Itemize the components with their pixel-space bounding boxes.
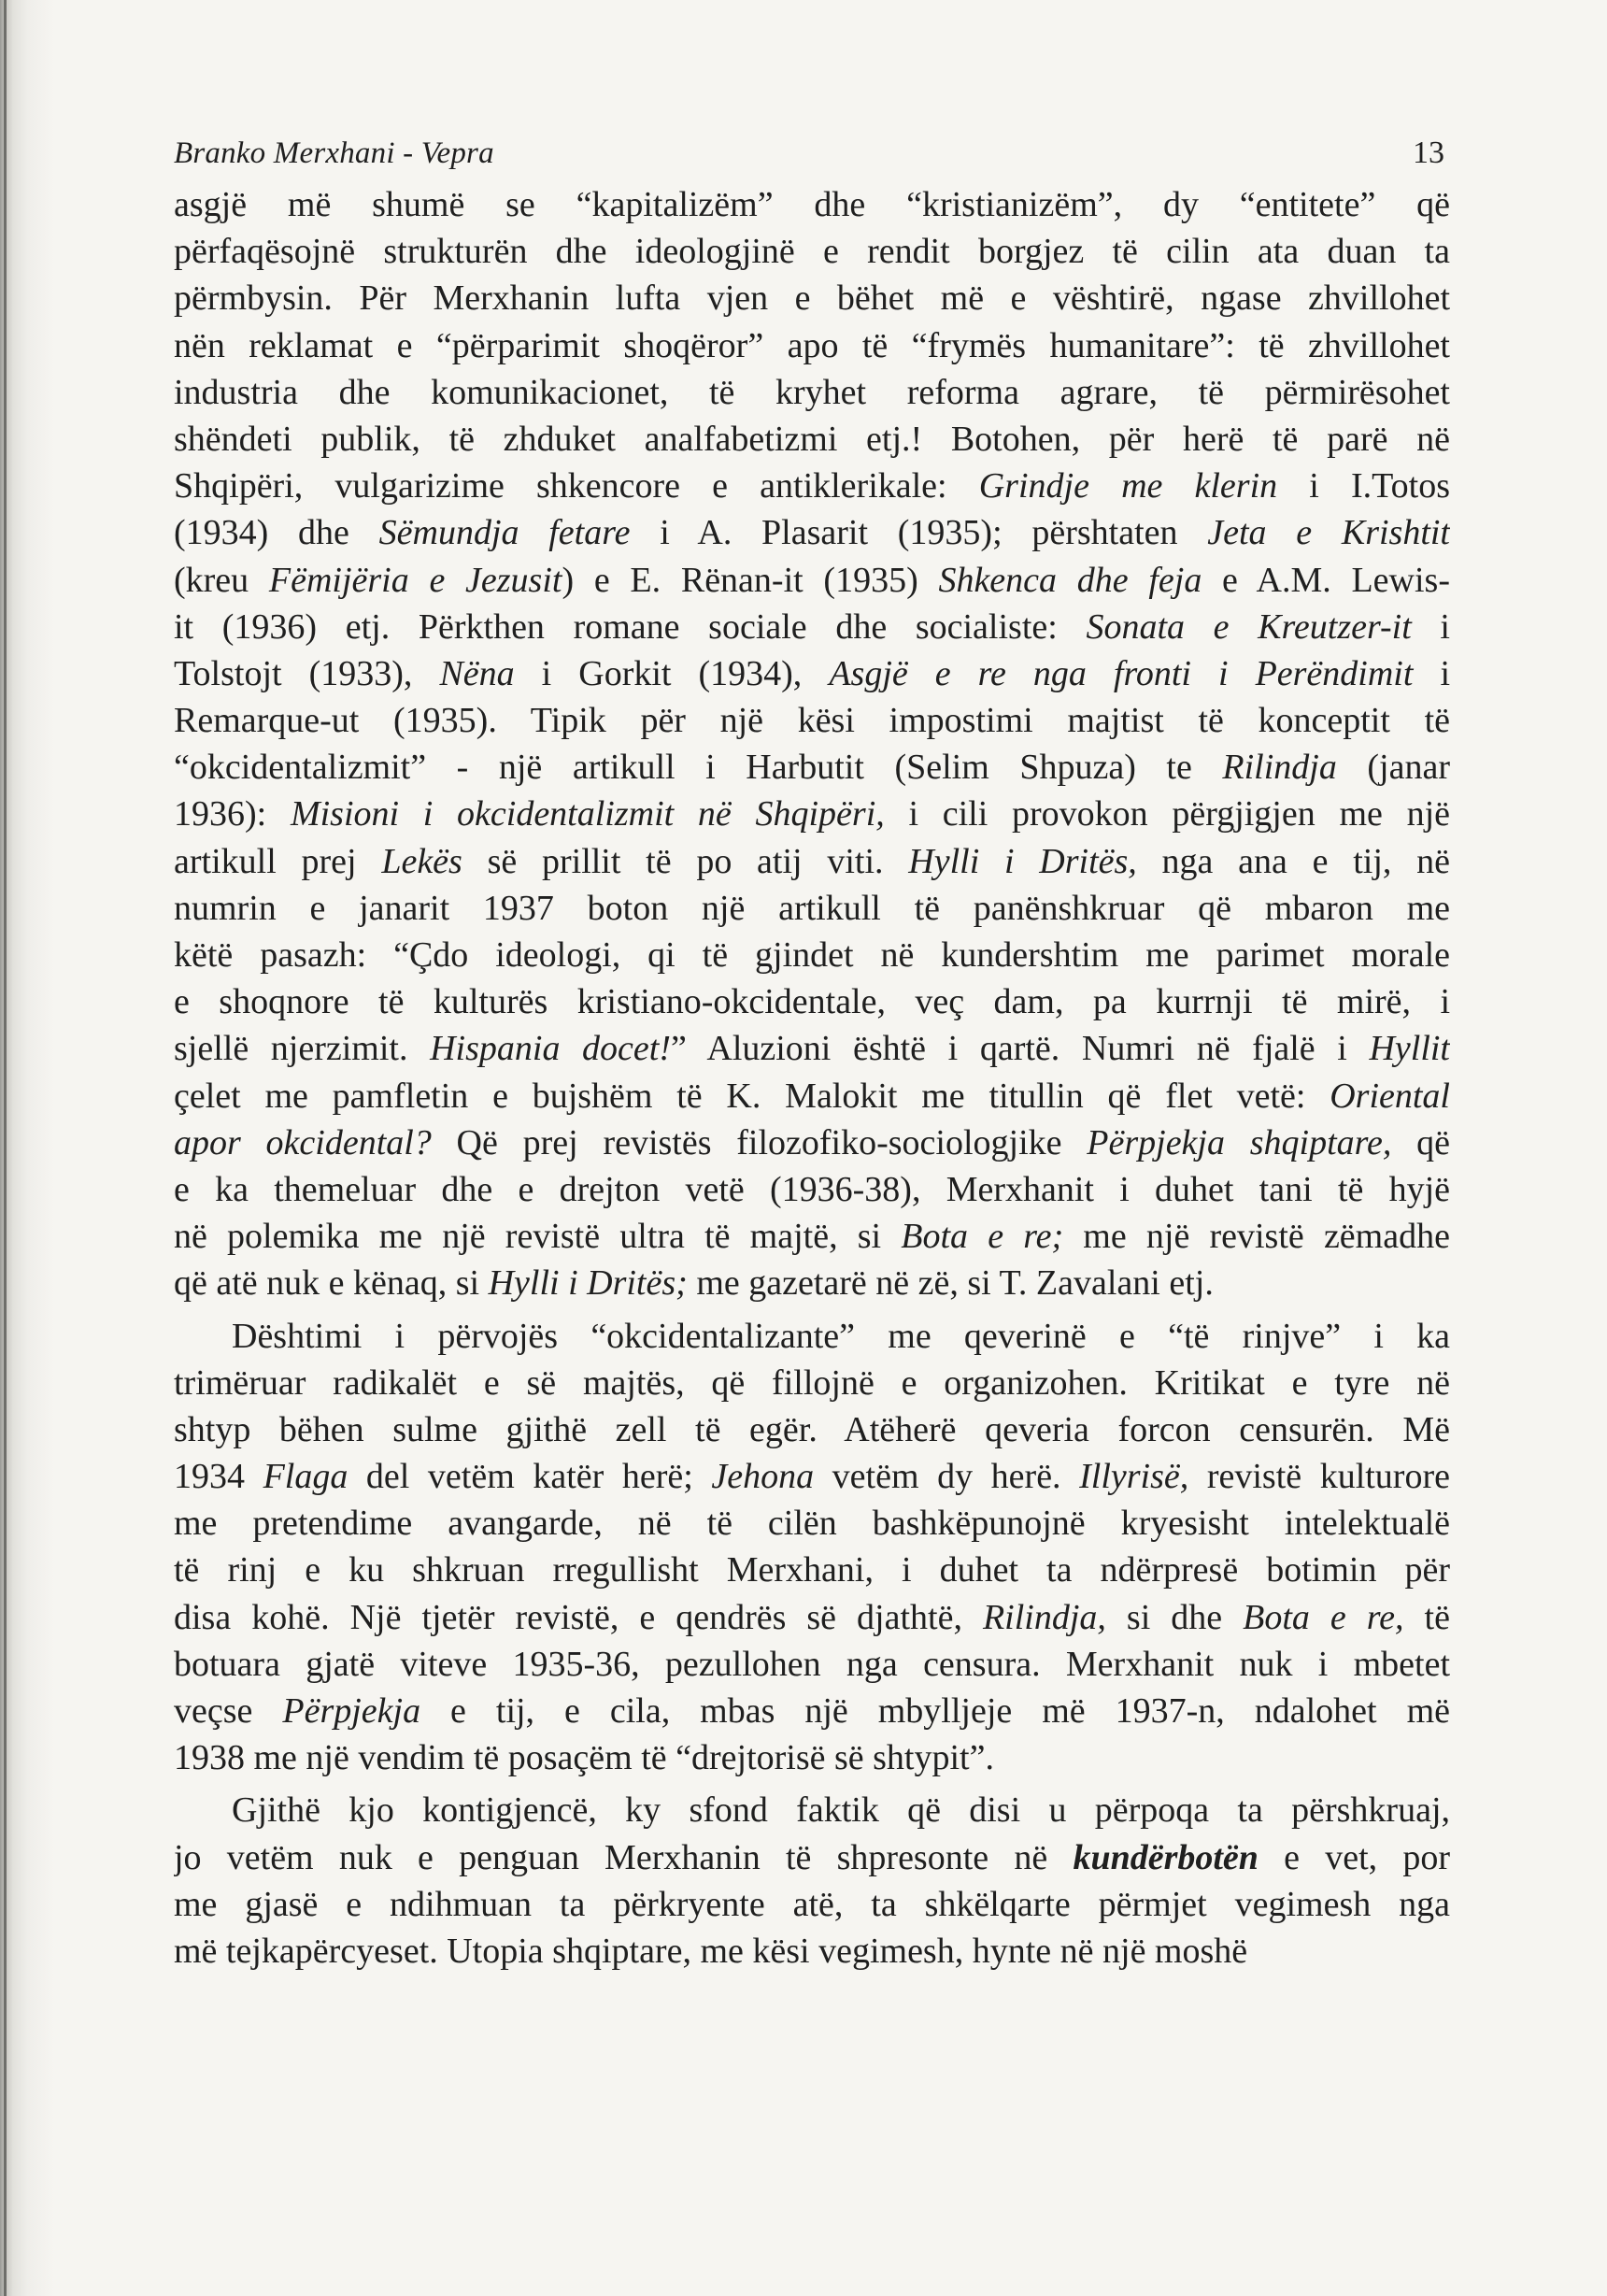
paragraph (174, 1313, 1450, 1782)
italic-title: Bota e re, (1243, 1597, 1404, 1637)
text-run: e ka themeluar dhe e drejton vetë (1936-38), Merxhanit i duhet tani të hyjë (174, 1169, 1450, 1209)
italic-title: Shkenca dhe feja (938, 560, 1202, 600)
text-run: shëndeti publik, të zhduket analfabetizmi etj.! Botohen, për herë të parë në (174, 419, 1450, 459)
text-line (174, 1547, 1450, 1593)
italic-title: Lekës (381, 841, 462, 881)
text-line (174, 650, 1450, 697)
italic-title: Sëmundja fetare (378, 513, 631, 553)
text-line (174, 1406, 1450, 1453)
text-run: i (1413, 653, 1450, 693)
text-run: Remarque-ut (1935). Tipik për një kësi impostimi majtist të konceptit të (174, 701, 1450, 741)
text-run: sjellë njerzimit. (174, 1029, 431, 1069)
text-run: it (1936) etj. Përkthen romane sociale dhe socialiste: (174, 606, 1087, 647)
text-run: Dështimi i përvojës “okcidentalizante” me qeverinë e “të rinjve” i ka (232, 1316, 1450, 1356)
text-run: vetëm dy herë. (814, 1457, 1080, 1497)
text-run: del vetëm katër herë; (348, 1457, 712, 1497)
italic-title: Rilindja, (982, 1597, 1106, 1637)
text-line (174, 1928, 1450, 1975)
text-line (174, 1594, 1450, 1641)
text-run: të (1403, 1597, 1450, 1637)
text-run: shtyp bëhen sulme gjithë zell të egër. Atëherë qeveria forcon censurën. Më (174, 1409, 1450, 1449)
text-run: asgjë më shumë se “kapitalizëm” dhe “kristianizëm”, dy “entitete” që (174, 185, 1450, 224)
text-run: i cili provokon përgjigjen me një (884, 794, 1450, 834)
italic-title: Asgjë e re nga fronti i Perëndimit (829, 653, 1414, 693)
text-run: ) e E. Rënan-it (1935) (562, 560, 939, 600)
text-run: me gjasë e ndihmuan ta përkryente atë, ta shkëlqarte përmjet vegimesh nga (174, 1884, 1450, 1924)
text-line (174, 1881, 1450, 1928)
text-run: Që prej revistës filozofiko-sociologjike (431, 1122, 1088, 1162)
text-run: i A. Plasarit (1935); përshtaten (630, 513, 1208, 553)
text-line (174, 791, 1450, 837)
paragraph (174, 1787, 1450, 1975)
text-line (174, 416, 1450, 463)
italic-title: Illyrisë, (1079, 1457, 1189, 1497)
text-run: disa kohë. Një tjetër revistë, e qendrës së djathtë, (174, 1597, 983, 1637)
text-run: që atë nuk e kënaq, si (174, 1263, 489, 1304)
text-line (174, 1073, 1450, 1119)
text-line (174, 1260, 1450, 1306)
italic-title: Sonata e Kreutzer-it (1086, 606, 1412, 647)
italic-title: Përpjekja shqiptare, (1087, 1122, 1392, 1162)
text-line (174, 744, 1450, 791)
text-run: nën reklamat e “përparimit shoqëror” apo të “frymës humanitare”: të zhvillohet (174, 325, 1450, 365)
text-run: në polemika me një revistë ultra të majtë, si (174, 1217, 902, 1257)
text-run: 1934 (174, 1457, 263, 1497)
text-run: më tejkapërcyeset. Utopia shqiptare, me kësi vegimesh, hynte në një moshë (174, 1931, 1248, 1971)
text-run: 1936): (174, 794, 291, 834)
italic-title: kundërbotën (1073, 1837, 1259, 1877)
text-run: e shoqnore të kulturës kristiano-okcidentale, veç dam, pa kurrnji të mirë, i (174, 982, 1450, 1022)
text-run: jo vetëm nuk e penguan Merxhanin të shpresonte në (174, 1837, 1074, 1877)
italic-title: Hylli i Dritës, (908, 841, 1137, 881)
running-title: Branko Merxhani - Vepra (174, 136, 494, 170)
book-page (174, 131, 1450, 1975)
text-run: e vet, por (1258, 1837, 1450, 1877)
italic-title: Flaga (263, 1457, 348, 1497)
running-header (174, 131, 1450, 176)
text-line (174, 1166, 1450, 1213)
text-line (174, 1025, 1450, 1072)
text-line (174, 228, 1450, 275)
text-run: revistë kulturore (1188, 1457, 1450, 1497)
text-run: industria dhe komunikacionet, të kryhet reforma agrare, të përmirësohet (174, 372, 1450, 412)
text-run: (janar (1336, 748, 1450, 788)
text-line (174, 557, 1450, 604)
text-line (174, 322, 1450, 369)
text-line (174, 1213, 1450, 1260)
text-run: numrin e janarit 1937 boton një artikull të panënshkruar që mbaron me (174, 888, 1450, 928)
text-run: Tolstojt (1933), (174, 653, 440, 693)
text-line (174, 181, 1450, 228)
text-run: të rinj e ku shkruan rregullisht Merxhani, i duhet ta ndërpresë botimin për (174, 1550, 1450, 1590)
text-line (174, 509, 1450, 556)
text-line (174, 1641, 1450, 1688)
text-line (174, 1734, 1450, 1781)
text-line (174, 1688, 1450, 1734)
text-line (174, 1500, 1450, 1547)
text-run: i (1411, 606, 1450, 647)
text-run: me pretendime avangarde, në të cilën bashkëpunojnë kryesisht intelektualë (174, 1504, 1450, 1544)
text-line (174, 838, 1450, 885)
text-line (174, 932, 1450, 978)
italic-title: Misioni i okcidentalizmit në Shqipëri, (290, 794, 885, 834)
text-line (174, 1360, 1450, 1406)
italic-title: Hylli i Dritës; (488, 1263, 688, 1304)
text-run: “okcidentalizmit” - një artikull i Harbutit (Selim Shpuza) te (174, 748, 1223, 788)
italic-title: Nëna (439, 653, 515, 693)
text-run: si dhe (1105, 1597, 1244, 1637)
text-run: 1938 me një vendim të posaçëm të “drejtorisë së shtypit”. (174, 1738, 994, 1778)
text-run: veçse (174, 1691, 283, 1731)
text-line (174, 1119, 1450, 1166)
text-run: e A.M. Lewis- (1202, 560, 1450, 600)
text-run: së prillit të po atij viti. (462, 841, 909, 881)
page-binding-shadow (0, 0, 54, 2296)
text-line (174, 1313, 1450, 1360)
italic-title: Jehona (711, 1457, 815, 1497)
text-run: trimëruar radikalët e së majtës, që fillojnë e organizohen. Kritikat e tyre në (174, 1362, 1450, 1403)
text-run: i Gorkit (1934), (514, 653, 830, 693)
text-run: artikull prej (174, 841, 382, 881)
text-run: i I.Totos (1277, 466, 1450, 506)
text-line (174, 369, 1450, 416)
text-run: (1934) dhe (174, 513, 379, 553)
text-run: nga ana e tij, në (1136, 841, 1450, 881)
italic-title: Oriental (1330, 1076, 1450, 1116)
text-run: Shqipëri, vulgarizime shkencore e antiklerikale: (174, 466, 979, 506)
text-run: këtë pasazh: “Çdo ideologi, qi të gjindet në kundershtim me parimet morale (174, 935, 1450, 975)
text-line (174, 885, 1450, 932)
text-run: çelet me pamfletin e bujshëm të K. Malokit me titullin që flet vetë: (174, 1076, 1330, 1116)
italic-title: Rilindja (1222, 748, 1337, 788)
text-run: që (1391, 1122, 1450, 1162)
text-run: e tij, e cila, mbas një mbylljeje më 1937-n, ndalohet më (420, 1691, 1450, 1731)
text-run: me gazetarë në zë, si T. Zavalani etj. (687, 1263, 1214, 1304)
text-run: me një revistë zëmadhe (1063, 1217, 1450, 1257)
page-binding-line (4, 0, 7, 2296)
text-line (174, 978, 1450, 1025)
italic-title: Fëmijëria e Jezusit (268, 560, 562, 600)
text-line (174, 1453, 1450, 1500)
text-run: Gjithë kjo kontigjencë, ky sfond faktik që disi u përpoqa ta përshkruaj, (232, 1790, 1450, 1831)
text-line (174, 1787, 1450, 1833)
text-run: përmbysin. Për Merxhanin lufta vjen e bëhet më e vështirë, ngase zhvillohet (174, 278, 1450, 319)
italic-title: apor okcidental? (174, 1122, 432, 1162)
italic-title: Bota e re; (901, 1217, 1064, 1257)
text-run: ” Aluzioni është i qartë. Numri në fjalë i (671, 1029, 1370, 1069)
italic-title: Hyllit (1369, 1029, 1450, 1069)
text-line (174, 463, 1450, 509)
text-line (174, 275, 1450, 321)
italic-title: Grindje me klerin (978, 466, 1278, 506)
text-run: (kreu (174, 560, 269, 600)
text-line (174, 697, 1450, 744)
text-line (174, 1834, 1450, 1881)
body-text (174, 181, 1450, 1975)
italic-title: Hispania docet! (430, 1029, 671, 1069)
page-number: 13 (1413, 135, 1444, 170)
italic-title: Përpjekja (282, 1691, 421, 1731)
text-line (174, 604, 1450, 650)
italic-title: Jeta e Krishtit (1207, 513, 1450, 553)
text-run: botuara gjatë viteve 1935-36, pezullohen nga censura. Merxhanit nuk i mbetet (174, 1644, 1450, 1684)
text-run: përfaqësojnë strukturën dhe ideologjinë e rendit borgjez të cilin ata duan ta (174, 232, 1450, 272)
paragraph (174, 181, 1450, 1307)
